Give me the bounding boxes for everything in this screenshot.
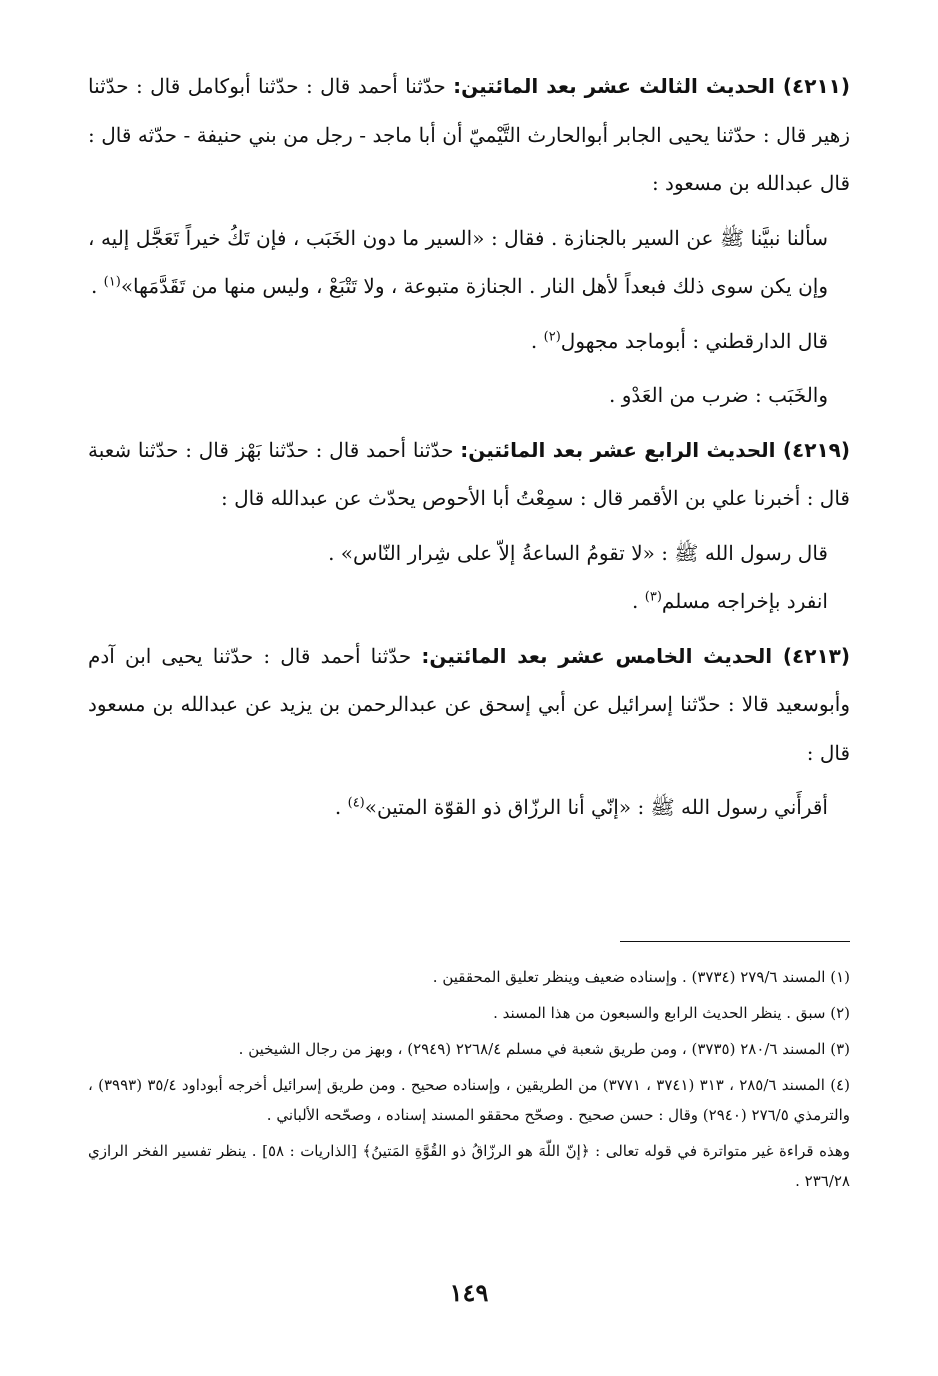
hadith-4219-comment1-para [88,577,850,626]
hadith-4211-comment1-end: . [530,328,544,353]
footnote-ref-3: (٣) [644,589,662,605]
hadith-4219-comment1-end: . [632,589,645,613]
hadith-4219-chain: حدّثنا أحمد قال : حدّثنا بَهْز قال : حدّثنا شعبة قال : أخبرنا علي بن الأقمر قال : سمِعْتُ أبا الأحوص يحدّث عن عبدالله قال : [88,437,850,510]
hadith-4213-heading: (٤٢١٣) الحديث الخامس عشر بعد المائتين: [421,643,850,668]
footnote-1: (١) المسند ٢٧٩/٦ (٣٧٣٤) . وإسناده ضعيف وينظر تعليق المحققين . [432,968,850,986]
hadith-4213-text-end: . [334,795,348,819]
hadith-4211-text-end: . [90,274,104,298]
footnote-4-extra: وهذه قراءة غير متواترة في قوله تعالى : ﴿إنّ اللّهَ هو الرزّاقُ ذو القُوَّةِ المَتينُ﴾ [الذاريات : ٥٨] . ينظر تفسير الفخر الرازي ٢٣٦/٢٨ . [88,1142,850,1190]
hadith-4219-heading: (٤٢١٩) الحديث الرابع عشر بعد المائتين: [460,437,851,462]
footnotes [88,962,850,1202]
footnote-divider [620,941,850,942]
footnote-2: (٢) سبق . ينظر الحديث الرابع والسبعون من هذا المسند . [493,1004,850,1022]
hadith-4219-intro [88,426,850,523]
page-number: ١٤٩ [449,1278,489,1307]
main-text [88,62,850,832]
hadith-4211-comment1: قال الدارقطني : أبوماجد مجهول [560,328,828,353]
hadith-4211-comment2: والخَبَب : ضرب من العَدْو . [608,383,828,407]
footnote-4-line2: ٣٥/٤ (٣٩٩٣) ، والترمذي ٢٧٦/٥ (٢٩٤٠) وقال : حسن صحيح . وصحّح محققو المسند إسناده ، وصحّحه الألباني . [88,1076,850,1124]
hadith-4211-text: سألنا نبيَّنا ﷺ عن السير بالجنازة . فقال : «السير ما دون الخَبَب ، فإن تَكُ خيراً تَعَجَّل إليه ، وإن يكن سوى ذلك فبعداً لأهل النار . الجنازة متبوعة ، ولا تَتْبَعْ ، وليس منها من تَقَدَّمَها» [88,225,828,298]
hadith-4213-text-para [88,783,850,832]
hadith-4211-text-para [88,214,850,311]
hadith-4211-heading: (٤٢١١) الحديث الثالث عشر بعد المائتين: [453,74,850,98]
footnote-4 [88,1070,850,1130]
footnote-ref-2: (٢) [543,328,561,344]
footnote-ref-1: (١) [103,274,121,290]
footnote-4-line1: (٤) المسند ٢٨٥/٦ ، ٣١٣ (٣٧٤١ ، ٣٧٧١) من الطريقين ، وإسناده صحيح . ومن طريق إسرائيل أخرجه أبوداود [181,1076,850,1094]
footnote-3: (٣) المسند ٢٨٠/٦ (٣٧٣٥) ، ومن طريق شعبة في مسلم ٢٢٦٨/٤ (٢٩٤٩) ، وبهز من رجال الشيخين . [238,1040,850,1058]
hadith-4219-comment1: انفرد بإخراجه مسلم [661,589,828,613]
hadith-4213-intro [88,632,850,778]
hadith-4213-text: أقرأَني رسول الله ﷺ : «إنّي أنا الرزّاق ذو القوّة المتين» [364,795,828,819]
footnote-ref-4: (٤) [347,795,365,811]
hadith-4211-intro [88,62,850,208]
hadith-4219-text: قال رسول الله ﷺ : «لا تقومُ الساعةُ إلاّ على شِرار النّاس» . [328,540,828,565]
hadith-4213-chain: حدّثنا أحمد قال : حدّثنا يحيى ابن آدم وأبوسعيد قالا : حدّثنا إسرائيل عن أبي إسحق عن عبدالرحمن بن يزيد عن عبدالله بن مسعود قال : [88,643,850,765]
hadith-4211-chain: حدّثنا أحمد قال : حدّثنا أبوكامل قال : حدّثنا زهير قال : حدّثنا يحيى الجابر أبوالحارث التَّيْميّ أن أبا ماجد - رجل من بني حنيفة - حدّثه قال : قال عبدالله بن مسعود : [88,74,850,195]
hadith-4211-comment1-para [88,317,850,366]
